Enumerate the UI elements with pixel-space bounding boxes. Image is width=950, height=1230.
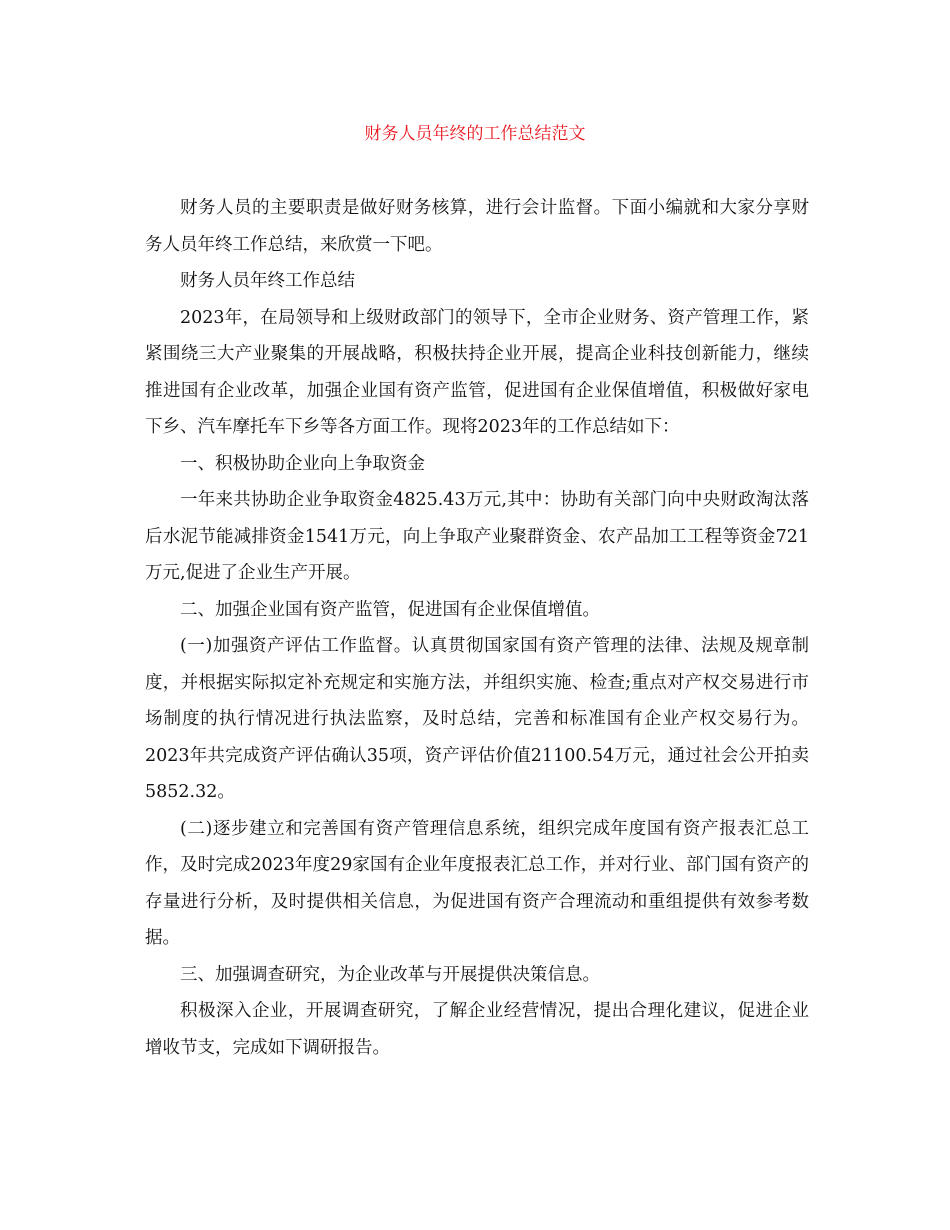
paragraph-intro: 财务人员的主要职责是做好财务核算，进行会计监督。下面小编就和大家分享财务人员年终工作总结，来欣赏一下吧。 xyxy=(145,198,809,255)
paragraph-subtitle: 财务人员年终工作总结 xyxy=(180,271,355,291)
paragraph-asset-evaluation: (一)加强资产评估工作监督。认真贯彻国家国有资产管理的法律、法规及规章制度，并根据实际拟定补充规定和实施方法，并组织实施、检查;重点对产权交易进行市场制度的执行情况进行执法监察，及时总结，完善和标准国有企业产权交易行为。2023年共完成资产评估确认35项，资产评估价值21100.54万元，通过社会公开拍卖5852.32。 xyxy=(145,636,809,802)
document-body xyxy=(145,190,809,1066)
paragraph-funding: 一年来共协助企业争取资金4825.43万元,其中：协助有关部门向中央财政淘汰落后水泥节能减排资金1541万元，向上争取产业聚群资金、农产品加工工程等资金721万元,促进了企业生产开展。 xyxy=(145,490,809,583)
paragraph-info-system: (二)逐步建立和完善国有资产管理信息系统，组织完成年度国有资产报表汇总工作，及时完成2023年度29家国有企业年度报表汇总工作，并对行业、部门国有资产的存量进行分析，及时提供相关信息，为促进国有资产合理流动和重组提供有效参考数据。 xyxy=(145,818,809,948)
section-heading-2: 二、加强企业国有资产监管，促进国有企业保值增值。 xyxy=(180,599,600,620)
document-title: 财务人员年终的工作总结范文 xyxy=(364,124,586,144)
section-heading-1: 一、积极协助企业向上争取资金 xyxy=(180,453,425,474)
section-heading-3: 三、加强调查研究，为企业改革与开展提供决策信息。 xyxy=(180,964,600,985)
paragraph-research: 积极深入企业，开展调查研究，了解企业经营情况，提出合理化建议，促进企业增收节支，完成如下调研报告。 xyxy=(145,1001,809,1058)
paragraph-overview: 2023年，在局领导和上级财政部门的领导下，全市企业财务、资产管理工作，紧紧围绕三大产业聚集的开展战略，积极扶持企业开展，提高企业科技创新能力，继续推进国有企业改革，加强企业国有资产监管，促进国有企业保值增值，积极做好家电下乡、汽车摩托车下乡等各方面工作。现将2023年的工作总结如下： xyxy=(145,307,809,437)
